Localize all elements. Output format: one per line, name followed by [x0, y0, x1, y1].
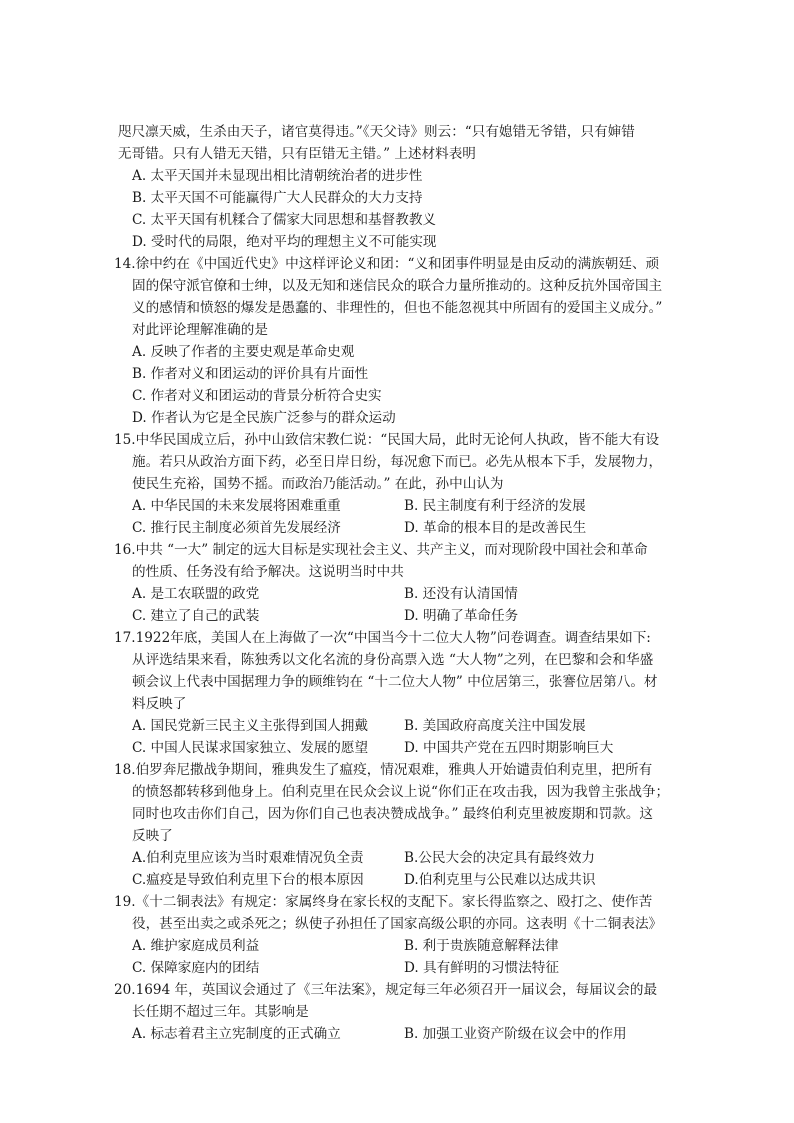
option-row [118, 715, 678, 737]
page-content [114, 121, 678, 1045]
option-d: D. 作者认为它是全民族广泛参与的群众运动 [132, 410, 396, 426]
question-text-line: 15.中华民国成立后，孙中山致信宋教仁说：“民国大局，此时无论何人执政，皆不能大有设 [114, 432, 660, 448]
option-b: B. 民主制度有利于经济的发展 [404, 498, 586, 514]
question-text-line: 的性质、任务没有给予解决。这说明当时中共 [132, 564, 404, 580]
option-a: A. 反映了作者的主要史观是革命史观 [132, 344, 355, 360]
option-row [118, 605, 678, 627]
option-c: C. 保障家庭内的团结 [132, 960, 260, 976]
option-row [118, 869, 678, 891]
option-c: C. 推行民主制度必须首先发展经济 [132, 520, 341, 536]
question-15-block [114, 429, 678, 539]
option-b: B. 作者对义和团运动的评价具有片面性 [132, 366, 369, 382]
question-text-line: 料反映了 [132, 696, 187, 712]
option-d: D. 具有鲜明的习惯法特征 [404, 960, 559, 976]
option-a: A. 是工农联盟的政党 [132, 586, 260, 602]
question-16-block [114, 539, 678, 627]
option-row [118, 495, 678, 517]
option-d: D. 中国共产党在五四时期影响巨大 [404, 740, 614, 756]
option-b: B. 还没有认清国情 [404, 586, 518, 602]
option-b: B. 美国政府高度关注中国发展 [404, 718, 586, 734]
option-row [118, 583, 678, 605]
option-row [118, 517, 678, 539]
option-a: A. 国民党新三民主义主张得到国人拥戴 [132, 718, 368, 734]
question-text-line: 役，甚至出卖之或杀死之；纵使子孙担任了国家高级公职的亦同。这表明《十二铜表法》 [132, 916, 663, 932]
option-d: D. 革命的根本目的是改善民生 [404, 520, 587, 536]
option-c: C. 作者对义和团运动的背景分析符合史实 [132, 388, 382, 404]
option-a: A. 标志着君主立宪制度的正式确立 [132, 1026, 341, 1042]
question-20-block [114, 979, 678, 1045]
option-b: B. 利于贵族随意解释法律 [404, 938, 559, 954]
question-text-line: 14.徐中约在《中国近代史》中这样评论义和团：“义和团事件明显是由反动的满族朝廷、顽 [114, 256, 660, 272]
question-17-block [114, 627, 678, 759]
question-text-line: 16.中共 “一大” 制定的远大目标是实现社会主义、共产主义，而对现阶段中国社会和革命 [114, 542, 648, 558]
option-a: A. 太平天国并未显现出相比清朝统治者的进步性 [132, 168, 423, 184]
option-a: A.伯利克里应该为当时艰难情况负全责 [132, 850, 364, 866]
option-row [118, 737, 678, 759]
option-d: D.伯利克里与公民难以达成共识 [404, 872, 596, 888]
question-text-line: 使民生充裕，国势不摇。而政治乃能活动。” 在此，孙中山认为 [132, 476, 504, 492]
question-text-line: 对此评论理解准确的是 [132, 322, 268, 338]
question-19-block [114, 891, 678, 979]
question-text-line: 20.1694 年，英国议会通过了《三年法案》，规定每三年必须召开一届议会，每届议会的最 [114, 982, 658, 998]
option-a: A. 维护家庭成员利益 [132, 938, 260, 954]
question-text-line: 施。若只从政治方面下药，必至日岸日纷，每况愈下而已。必先从根本下手，发展物力， [132, 454, 663, 470]
option-row [118, 847, 678, 869]
option-c: C. 中国人民谋求国家独立、发展的愿望 [132, 740, 369, 756]
question-text-line: 固的保守派官僚和士绅，以及无知和迷信民众的联合力量所推动的。这种反抗外国帝国主 [132, 278, 663, 294]
option-b: B. 太平天国不可能赢得广大人民群众的大力支持 [132, 190, 423, 206]
question-text-line: 咫尺凛天威，生杀由天子，诸官莫得违。”《天父诗》则云：“只有媳错无爷错，只有婶错 [118, 124, 635, 140]
question-14-block [114, 253, 678, 429]
option-row [118, 1023, 678, 1045]
question-text-line: 顿会议上代表中国据理力争的顾维钧在 “十二位大人物” 中位居第三，张謇位居第八。材 [132, 674, 658, 690]
option-c: C.瘟疫是导致伯利克里下台的根本原因 [132, 872, 364, 888]
option-d: D. 受时代的局限，绝对平均的理想主义不可能实现 [132, 234, 437, 250]
question-text-line: 18.伯罗奔尼撒战争期间，雅典发生了瘟疫，情况艰难，雅典人开始谴责伯利克里，把所有 [114, 762, 653, 778]
question-text-line: 反映了 [132, 828, 173, 844]
option-row [118, 935, 678, 957]
question-text-line: 19.《十二铜表法》有规定：家属终身在家长权的支配下。家长得监察之、殴打之、使作苦 [114, 894, 653, 910]
option-b: B. 加强工业资产阶级在议会中的作用 [404, 1026, 627, 1042]
option-b: B.公民大会的决定具有最终效力 [404, 850, 596, 866]
question-13-block [118, 121, 678, 253]
option-c: C. 建立了自己的武装 [132, 608, 260, 624]
question-text-line: 从评选结果来看，陈独秀以文化名流的身份高票入选 “大人物”之列，在巴黎和会和华盛 [132, 652, 654, 668]
question-18-block [114, 759, 678, 891]
option-a: A. 中华民国的未来发展将困难重重 [132, 498, 341, 514]
question-text-line: 长任期不超过三年。其影响是 [132, 1004, 309, 1020]
question-text-line: 同时也攻击你们自己，因为你们自己也表决赞成战争。” 最终伯利克里被废期和罚款。这 [132, 806, 654, 822]
question-text-line: 义的感情和愤怒的爆发是愚蠢的、非理性的，但也不能忽视其中所固有的爱国主义成分。” [132, 300, 663, 316]
option-c: C. 太平天国有机糅合了儒家大同思想和基督教教义 [132, 212, 437, 228]
question-text-line: 无哥错。只有人错无天错，只有臣错无主错。” 上述材料表明 [118, 146, 476, 162]
question-text-line: 17.1922年底，美国人在上海做了一次“中国当今十二位大人物”问卷调查。调查结果如下: [114, 630, 651, 646]
option-row [118, 957, 678, 979]
option-d: D. 明确了革命任务 [404, 608, 519, 624]
question-text-line: 的愤怒都转移到他身上。伯利克里在民众会议上说“你们正在攻击我，因为我曾主张战争； [132, 784, 670, 800]
